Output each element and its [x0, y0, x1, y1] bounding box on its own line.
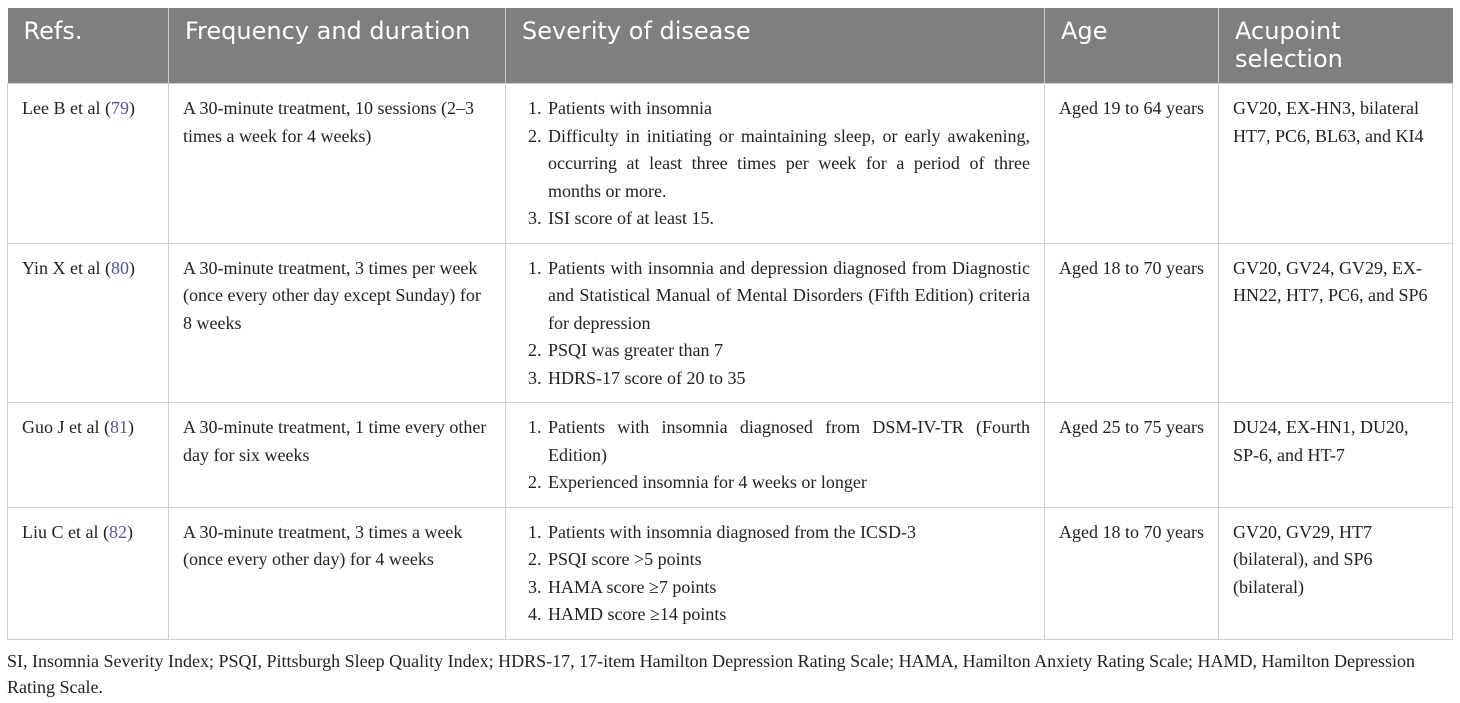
- cell-severity: [506, 403, 1045, 508]
- cell-severity: [506, 507, 1045, 639]
- header-refs: Refs.: [8, 8, 169, 84]
- severity-item: 3. HAMA score ≥7 points: [546, 574, 1030, 602]
- severity-list: [520, 414, 1030, 497]
- cell-ref: [8, 403, 169, 508]
- severity-item: 2. PSQI was greater than 7: [546, 337, 1030, 365]
- citation-link[interactable]: 82: [108, 521, 127, 542]
- cell-age: Aged 18 to 70 years: [1045, 507, 1219, 639]
- citation-link[interactable]: 80: [110, 257, 129, 278]
- header-severity: Severity of disease: [506, 8, 1045, 84]
- severity-item: 3. HDRS-17 score of 20 to 35: [546, 365, 1030, 393]
- ref-author: Lee B et al (: [22, 98, 111, 118]
- cell-age: Aged 18 to 70 years: [1045, 243, 1219, 403]
- cell-frequency: A 30-minute treatment, 10 sessions (2–3 times a week for 4 weeks): [169, 84, 506, 244]
- severity-item: 2. PSQI score >5 points: [546, 546, 1030, 574]
- ref-close: ): [128, 98, 135, 118]
- cell-acupoints: GV20, GV24, GV29, EX-HN22, HT7, PC6, and SP6: [1219, 243, 1453, 403]
- cell-age: Aged 25 to 75 years: [1045, 403, 1219, 508]
- table-row: [8, 403, 1453, 508]
- severity-list: [520, 519, 1030, 629]
- severity-item: 1. Patients with insomnia diagnosed from DSM-IV-TR (Fourth Edition): [546, 414, 1030, 469]
- ref-close: ): [127, 417, 134, 437]
- cell-ref: [8, 243, 169, 403]
- table-row: [8, 507, 1453, 639]
- severity-item: 2. Experienced insomnia for 4 weeks or longer: [546, 469, 1030, 497]
- header-age: Age: [1045, 8, 1219, 84]
- cell-frequency: A 30-minute treatment, 1 time every other day for six weeks: [169, 403, 506, 508]
- severity-item: 2. Difficulty in initiating or maintaining sleep, or early awakening, occurring at least three times per week for a period of three months or more.: [546, 123, 1030, 206]
- table-row: [8, 243, 1453, 403]
- severity-item: 4. HAMD score ≥14 points: [546, 601, 1030, 629]
- severity-item: 1. Patients with insomnia: [546, 95, 1030, 123]
- ref-close: ): [126, 521, 133, 542]
- citation-link[interactable]: 81: [109, 417, 128, 437]
- header-frequency: Frequency and duration: [169, 8, 506, 84]
- ref-author: Guo J et al (: [22, 417, 110, 437]
- acupuncture-studies-table: [7, 8, 1453, 640]
- cell-ref: [8, 84, 169, 244]
- severity-list: [520, 255, 1030, 393]
- cell-severity: [506, 243, 1045, 403]
- ref-author: Liu C et al (: [22, 521, 109, 542]
- table-container: [7, 8, 1452, 640]
- cell-acupoints: GV20, GV29, HT7 (bilateral), and SP6 (bilateral): [1219, 507, 1453, 639]
- severity-item: 1. Patients with insomnia diagnosed from the ICSD-3: [546, 519, 1030, 547]
- cell-frequency: A 30-minute treatment, 3 times per week (once every other day except Sunday) for 8 weeks: [169, 243, 506, 403]
- cell-acupoints: DU24, EX-HN1, DU20, SP-6, and HT-7: [1219, 403, 1453, 508]
- cell-acupoints: GV20, EX-HN3, bilateral HT7, PC6, BL63, and KI4: [1219, 84, 1453, 244]
- severity-item: 3. ISI score of at least 15.: [546, 205, 1030, 233]
- table-row: [8, 84, 1453, 244]
- citation-link[interactable]: 79: [110, 98, 129, 118]
- cell-ref: [8, 507, 169, 639]
- cell-age: Aged 19 to 64 years: [1045, 84, 1219, 244]
- ref-author: Yin X et al (: [22, 257, 111, 278]
- cell-frequency: A 30-minute treatment, 3 times a week (once every other day) for 4 weeks: [169, 507, 506, 639]
- severity-list: [520, 95, 1030, 233]
- table-footnote: SI, Insomnia Severity Index; PSQI, Pittsburgh Sleep Quality Index; HDRS-17, 17-item Hamilton Depression Rating Scale; HAMA, Hamilton Anxiety Rating Scale; HAMD, Hamilton Depression Rating Scale.: [7, 651, 1416, 697]
- ref-close: ): [128, 257, 135, 278]
- table-header-row: [8, 8, 1453, 84]
- cell-severity: [506, 84, 1045, 244]
- severity-item: 1. Patients with insomnia and depression diagnosed from Diagnostic and Statistical Manual of Mental Disorders (Fifth Edition) criteria for depression: [546, 255, 1030, 338]
- header-acupoints: Acupoint selection: [1219, 8, 1453, 84]
